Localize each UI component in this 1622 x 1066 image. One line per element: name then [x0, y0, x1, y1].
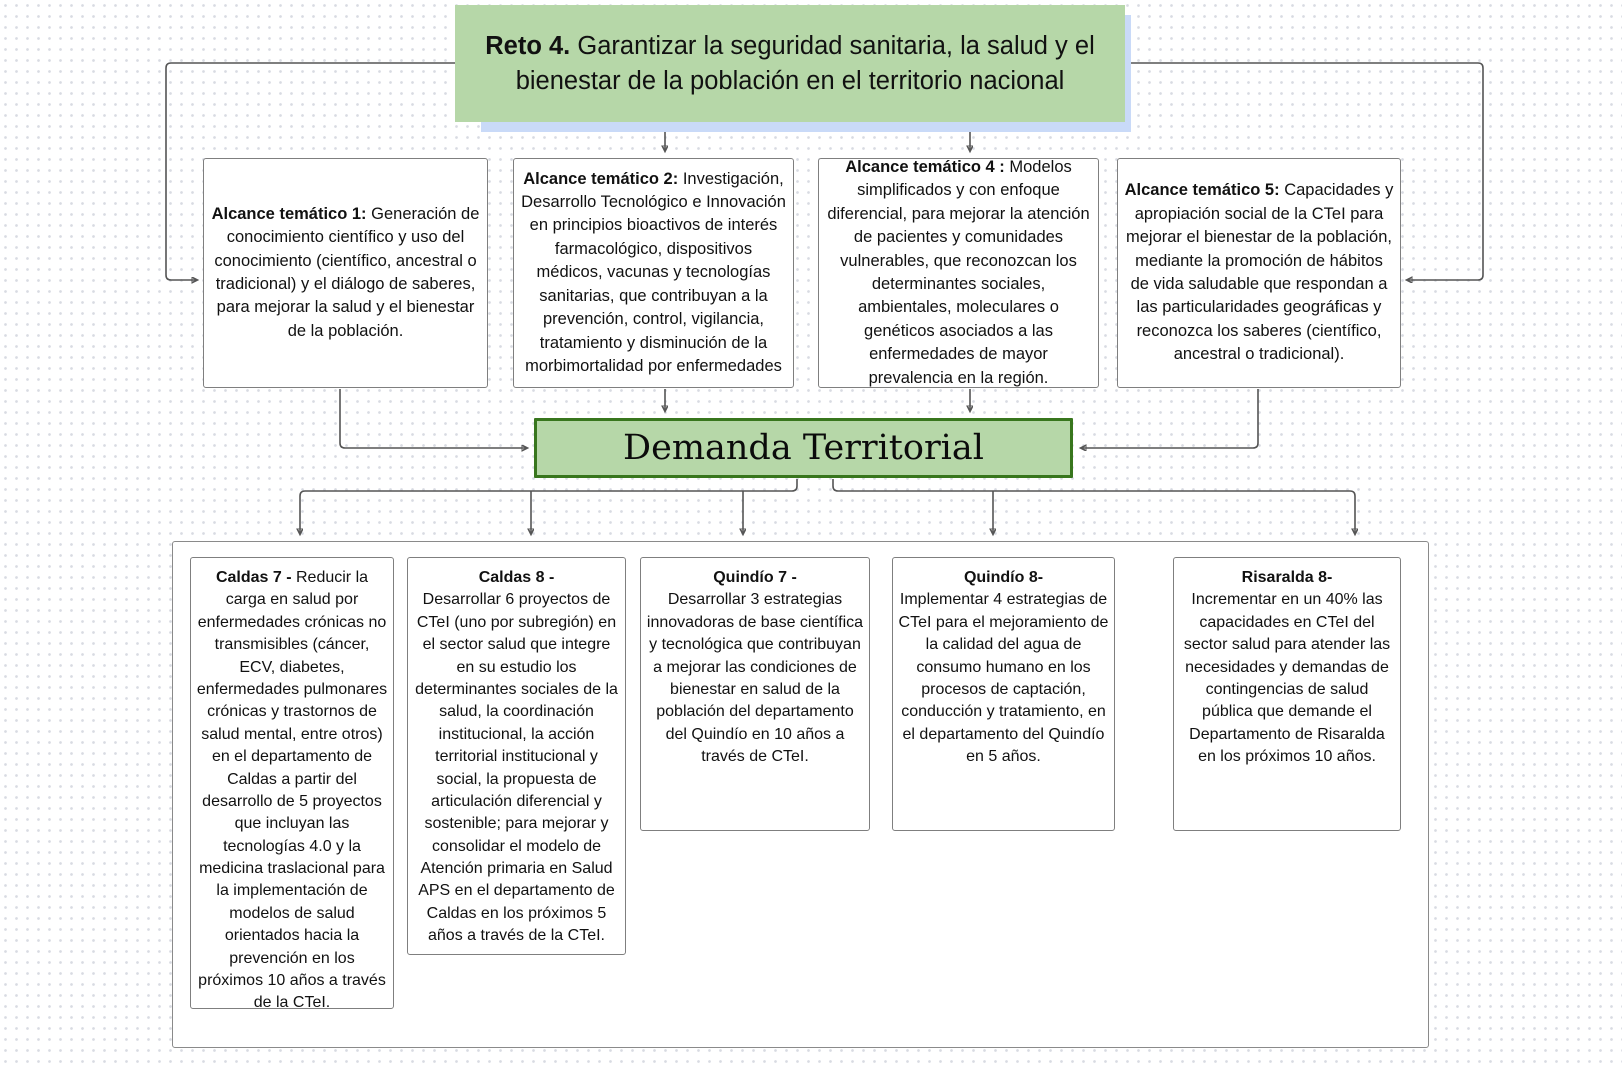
reto-4-node: [455, 5, 1125, 122]
alcance-tematico-5-node: Alcance temático 5: Capacidades y apropiación social de la CTeI para mejorar el bienestar de la población, mediante la promoción de hábitos de vida saludable que respondan a las particularidades geográficas y reconozca los saberes (científico, ancestral o tradicional).: [1117, 158, 1401, 388]
quindio-7-label: Quindío 7 -: [713, 569, 797, 586]
alcance-1-label: Alcance temático 1:: [211, 204, 367, 223]
quindio-8-label: Quindío 8-: [963, 569, 1044, 586]
alcance-2-label: Alcance temático 2:: [523, 169, 679, 188]
caldas-8-label: Caldas 8 -: [478, 569, 555, 586]
alcance-tematico-2-node: Alcance temático 2: Investigación, Desarrollo Tecnológico e Innovación en principios bioactivos de interés farmacológico, dispositivos médicos, vacunas y tecnologías sanitarias, que contribuyan a la prevención, control, vigilancia, tratamiento y disminución de la morbimortalidad por enfermedades: [513, 158, 794, 388]
demanda-territorial-label: Demanda Territorial: [623, 428, 984, 468]
quindio-8-node: Quindío 8- Implementar 4 estrategias de CTeI para el mejoramiento de la calidad del agua de consumo humano en los procesos de captación, conducción y tratamiento, en el departamento del Quindío en 5 años.: [892, 557, 1115, 831]
risaralda-8-label: Risaralda 8-: [1241, 569, 1333, 586]
reto-4-label: Reto 4.: [485, 31, 571, 60]
alcance-tematico-1-node: Alcance temático 1: Generación de conocimiento científico y uso del conocimiento (científico, ancestral o tradicional) y el diálogo de saberes, para mejorar la salud y el bienestar de la población.: [203, 158, 488, 388]
quindio-7-node: Quindío 7 - Desarrollar 3 estrategias innovadoras de base científica y tecnológica que contribuyan a mejorar las condiciones de bienestar en salud de la población del departamento del Quindío en 10 años a través de CTeI.: [640, 557, 870, 831]
caldas-7-label: Caldas 7 -: [215, 569, 292, 586]
caldas-8-node: Caldas 8 - Desarrollar 6 proyectos de CTeI (uno por subregión) en el sector salud que integre en su estudio los determinantes sociales de la salud, la coordinación institucional, la acción territorial institucional y social, la propuesta de articulación diferencial y sostenible; para mejorar y consolidar el modelo de Atención primaria en Salud APS en el departamento de Caldas en los próximos 5 años a través de la CTeI.: [407, 557, 626, 955]
reto-4-text: Reto 4. Garantizar la seguridad sanitaria, la salud y el bienestar de la población en el territorio nacional: [485, 31, 1095, 95]
alcance-5-label: Alcance temático 5:: [1124, 181, 1280, 200]
caldas-7-node: Caldas 7 - Reducir la carga en salud por enfermedades crónicas no transmisibles (cáncer, ECV, diabetes, enfermedades pulmonares crónicas y trastornos de salud mental, entre otros) en el departamento de Caldas a partir del desarrollo de 5 proyectos que incluyan las tecnologías 4.0 y la medicina traslacional para la implementación de modelos de salud orientados hacia la prevención en los próximos 10 años a través de la CTeI.: [190, 557, 394, 1009]
alcance-tematico-4-node: Alcance temático 4 : Modelos simplificados y con enfoque diferencial, para mejorar la atención de pacientes y comunidades vulnerables, que reconozcan los determinantes sociales, ambientales, moleculares o genéticos asociados a las enfermedades de mayor prevalencia en la región.: [818, 158, 1099, 388]
risaralda-8-node: Risaralda 8- Incrementar en un 40% las capacidades en CTeI del sector salud para atender las necesidades y demandas de contingencias de salud pública que demande el Departamento de Risaralda en los próximos 10 años.: [1173, 557, 1401, 831]
alcance-4-label: Alcance temático 4 :: [845, 157, 1005, 176]
demanda-territorial-node: [534, 418, 1073, 478]
